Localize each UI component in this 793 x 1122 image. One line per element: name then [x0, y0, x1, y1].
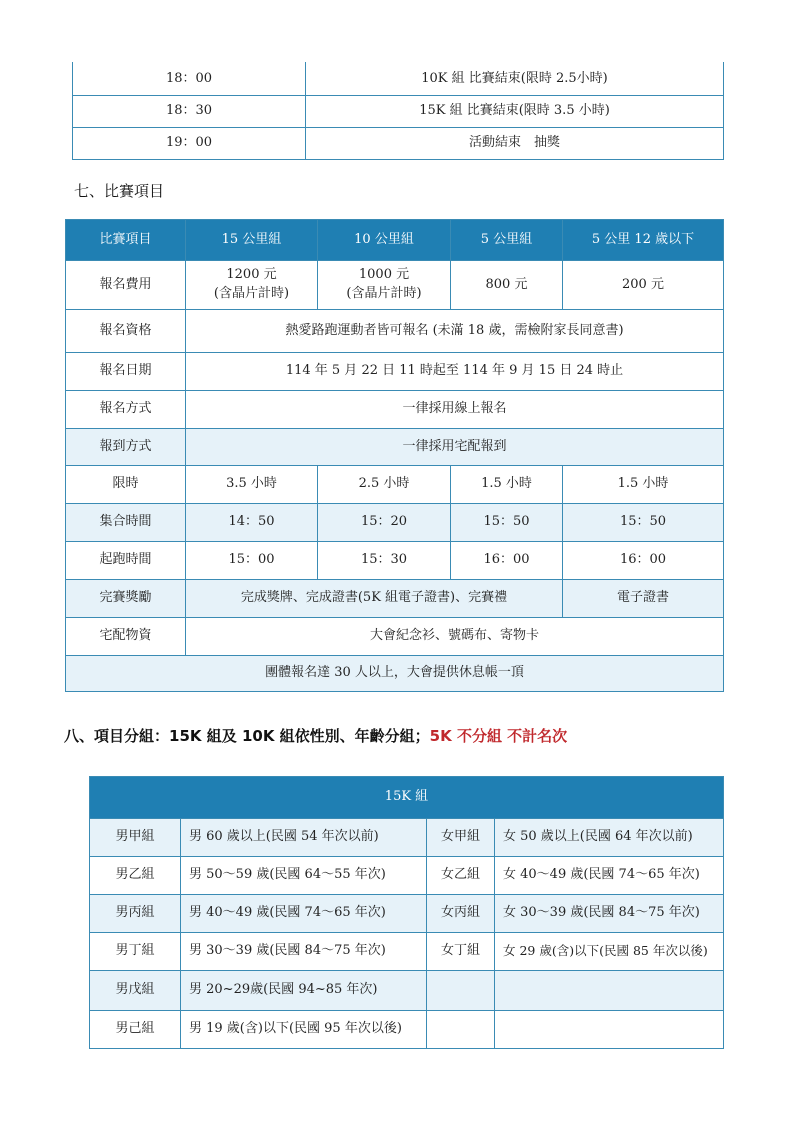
male-group-label: 男戊組 — [115, 982, 155, 998]
eligibility-value: 熱愛路跑運動者皆可報名 (未滿 18 歲，需檢附家長同意書) — [285, 322, 624, 338]
schedule-time: 18：00 — [165, 70, 213, 86]
header-event: 比賽項目 — [99, 231, 152, 247]
fee-5k-kids: 200 元 — [622, 276, 664, 292]
schedule-event: 10K 組 比賽結束(限時 2.5小時) — [421, 70, 608, 86]
row-label-fee: 報名費用 — [99, 276, 152, 292]
assembly-5k: 15：50 — [483, 514, 530, 530]
female-group-desc: 女 40～49 歲(民國 74～65 年次) — [503, 867, 700, 883]
female-group-desc: 女 30～39 歲(民國 84～75 年次) — [503, 905, 700, 921]
checkin-value: 一律採用宅配報到 — [402, 438, 507, 454]
male-group-desc: 男 30～39 歲(民國 84～75 年次) — [189, 943, 386, 959]
female-group-desc: 女 29 歲(含)以下(民國 85 年次以後) — [503, 943, 708, 959]
awards-main: 完成獎牌、完成證書(5K 組電子證書)、完賽禮 — [240, 590, 508, 606]
row-label-checkin: 報到方式 — [99, 438, 152, 454]
fee-5k: 800 元 — [485, 276, 528, 292]
row-label-reg-method: 報名方式 — [99, 401, 152, 417]
schedule-time: 18：30 — [165, 103, 213, 119]
female-group-label: 女甲組 — [440, 829, 480, 845]
time-limit-5k: 1.5 小時 — [481, 476, 532, 492]
schedule-time: 19：00 — [165, 135, 213, 151]
awards-kids: 電子證書 — [616, 590, 669, 606]
female-group-desc: 女 50 歲以上(民國 64 年次以前) — [503, 829, 693, 845]
assembly-15k: 14：50 — [228, 514, 275, 530]
section-8-title — [64, 725, 567, 746]
reg-method-value: 一律採用線上報名 — [402, 401, 507, 417]
time-limit-15k: 3.5 小時 — [226, 476, 277, 492]
male-group-label: 男乙組 — [115, 867, 155, 883]
time-limit-10k: 2.5 小時 — [358, 476, 410, 492]
row-label-eligibility: 報名資格 — [99, 322, 152, 338]
male-group-desc: 男 40～49 歲(民國 74～65 年次) — [189, 905, 386, 921]
fee-15k: 1200 元 (含晶片計時) — [213, 267, 290, 301]
assembly-10k: 15：20 — [360, 514, 408, 530]
start-5k: 16：00 — [483, 552, 530, 568]
schedule-event: 15K 組 比賽結束(限時 3.5 小時) — [419, 103, 610, 119]
male-group-label: 男己組 — [115, 1021, 155, 1037]
female-group-desc — [495, 971, 723, 1010]
male-group-desc: 男 60 歲以上(民國 54 年次以前) — [189, 829, 379, 845]
supplies-value: 大會紀念衫、號碼布、寄物卡 — [369, 628, 539, 644]
header-5k: 5 公里組 — [480, 231, 533, 247]
reg-date-value: 114 年 5 月 22 日 11 時起至 114 年 9 月 15 日 24 時止 — [285, 363, 624, 379]
row-label-reg-date: 報名日期 — [99, 363, 152, 379]
start-10k: 15：30 — [360, 552, 408, 568]
section-7-title: 七、比賽項目 — [74, 182, 165, 200]
header-5k-kids: 5 公里 12 歲以下 — [591, 231, 695, 247]
fee-10k: 1000 元 (含晶片計時) — [346, 267, 422, 301]
male-group-desc: 男 20~29歲(民國 94~85 年次) — [189, 982, 378, 998]
female-group-label: 女丁組 — [440, 943, 480, 959]
start-15k: 15：00 — [228, 552, 275, 568]
schedule-event: 活動結束 抽獎 — [468, 135, 560, 151]
groups-table-title: 15K 組 — [384, 789, 429, 805]
row-label-assembly: 集合時間 — [99, 514, 152, 530]
male-group-label: 男丙組 — [115, 905, 155, 921]
male-group-desc: 男 19 歲(含)以下(民國 95 年次以後) — [189, 1021, 402, 1037]
male-group-desc: 男 50～59 歲(民國 64～55 年次) — [189, 867, 386, 883]
time-limit-5k-kids: 1.5 小時 — [617, 476, 669, 492]
section-8-red-note: 5K 不分組 不計名次 — [429, 727, 568, 745]
header-15k: 15 公里組 — [221, 231, 282, 247]
row-label-supplies: 宅配物資 — [99, 628, 152, 644]
female-group-label — [427, 1011, 494, 1048]
female-group-desc — [495, 1011, 723, 1048]
row-label-start: 起跑時間 — [99, 552, 152, 568]
group-registration-note: 團體報名達 30 人以上，大會提供休息帳一頂 — [265, 665, 524, 681]
male-group-label: 男甲組 — [115, 829, 155, 845]
female-group-label — [427, 971, 494, 1010]
row-label-time-limit: 限時 — [112, 476, 139, 492]
female-group-label: 女丙組 — [440, 905, 480, 921]
start-5k-kids: 16：00 — [619, 552, 667, 568]
female-group-label: 女乙組 — [440, 867, 480, 883]
section-8-prefix: 八、項目分組：15K 組及 10K 組依性別、年齡分組； — [64, 727, 430, 745]
assembly-5k-kids: 15：50 — [619, 514, 667, 530]
header-10k: 10 公里組 — [354, 231, 414, 247]
male-group-label: 男丁組 — [115, 943, 155, 959]
row-label-awards: 完賽獎勵 — [99, 590, 152, 606]
